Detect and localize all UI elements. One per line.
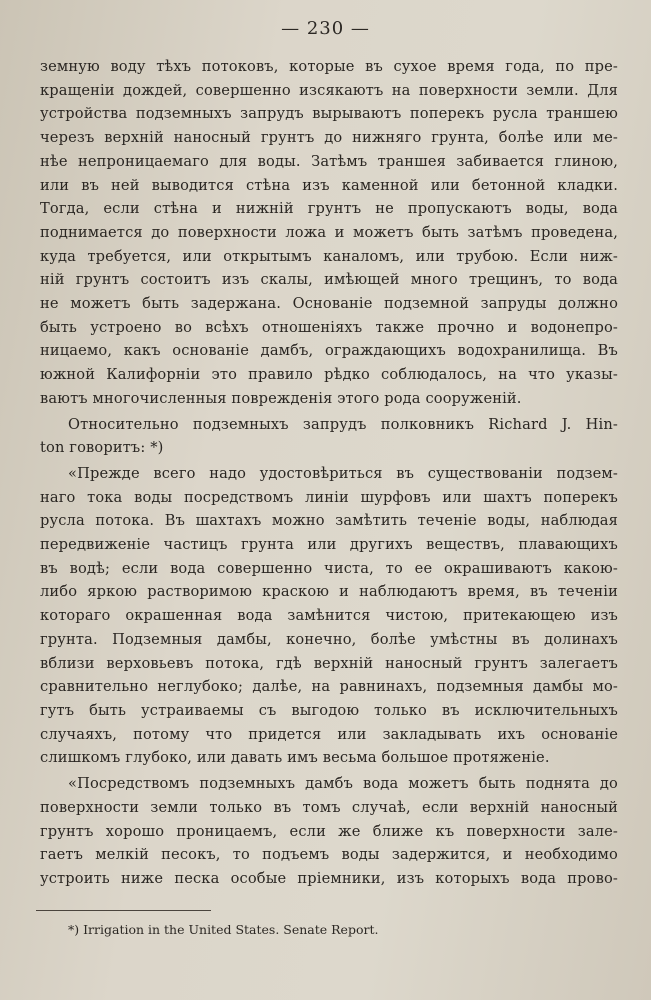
text-line: ton говоритъ: *) [40,439,164,457]
text-line: грунта. Подземныя дамбы, конечно, болѣе умѣстны въ долинахъ [40,630,618,648]
page-number: — 230 — [281,18,370,39]
text-line: гутъ быть устраиваемы съ выгодою только въ исключительныхъ [40,701,618,719]
text-line: передвиженіе частицъ грунта или другихъ веществъ, плавающихъ [40,536,618,554]
text-line: вблизи верховьевъ потока, гдѣ верхній наносный грунтъ залегаетъ [40,654,618,672]
text-line: русла потока. Въ шахтахъ можно замѣтить теченіе воды, наблюдая [40,512,618,530]
text-line: не можетъ быть задержана. Основаніе подземной запруды должно [40,295,618,313]
text-line: грунтъ хорошо проницаемъ, если же ближе къ поверхности зале- [40,822,618,840]
text-line: поднимается до поверхности ложа и можетъ быть затѣмъ проведена, [40,223,618,241]
text-line: кращеніи дождей, совершенно изсякаютъ на поверхности земли. Для [40,81,618,99]
paragraph [40,55,618,411]
text-line: Тогда, если стѣна и нижній грунтъ не пропускаютъ воды, вода [40,200,618,218]
text-line: земную воду тѣхъ потоковъ, которые въ сухое время года, по пре- [40,58,618,75]
text-line: котораго окрашенная вода замѣнится чистою, притекающею изъ [40,607,618,625]
text-line: устроить ниже песка особые пріемники, изъ которыхъ вода прово- [40,869,618,887]
text-line: южной Калифорніи это правило рѣдко соблюдалось, на что указы- [40,366,618,384]
text-line: Относительно подземныхъ запрудъ полковникъ Richard J. Hin- [68,415,618,433]
text-line: наго тока воды посредствомъ линіи шурфовъ или шахтъ поперекъ [40,488,618,506]
text-line: черезъ верхній наносный грунтъ до нижняго грунта, болѣе или ме- [40,129,618,147]
text-line: куда требуется, или открытымъ каналомъ, или трубою. Если ниж- [40,247,618,265]
paragraph [40,772,618,891]
text-line: устройства подземныхъ запрудъ вырываютъ поперекъ русла траншею [40,105,618,123]
paragraph [40,462,618,770]
text-line: поверхности земли только въ томъ случаѣ, если верхній наносный [40,798,618,816]
text-line: «Посредствомъ подземныхъ дамбъ вода можетъ быть поднята до [68,775,618,793]
text-line: случаяхъ, потому что придется или закладывать ихъ основаніе [40,725,618,743]
text-line: слишкомъ глубоко, или давать имъ весьма большое протяженіе. [40,749,550,767]
text-line: быть устроено во всѣхъ отношеніяхъ также прочно и водонепро- [40,318,618,336]
body-text [40,55,618,891]
text-line: ній грунтъ состоитъ изъ скалы, имѣющей много трещинъ, то вода [40,271,618,289]
text-line: ницаемо, какъ основаніе дамбъ, ограждающихъ водохранилища. Въ [40,342,618,360]
text-line: сравнительно неглубоко; далѣе, на равнинахъ, подземныя дамбы мо- [40,678,618,696]
text-line: въ водѣ; если вода совершенно чиста, то ее окрашиваютъ какою- [40,559,618,577]
text-line: или въ ней выводится стѣна изъ каменной или бетонной кладки. [40,176,618,194]
text-line: ваютъ многочисленныя поврежденія этого рода сооруженій. [40,389,522,407]
text-line: либо яркою растворимою краскою и наблюдаютъ время, въ теченіи [40,583,618,601]
paragraph [40,413,618,460]
footnote-divider [36,910,211,911]
footnote: *) Irrigation in the United States. Senate Report. [68,922,379,937]
text-line: нѣе непроницаемаго для воды. Затѣмъ траншея забивается глиною, [40,152,618,170]
text-line: гаетъ мелкій песокъ, то подъемъ воды задержится, и необходимо [40,846,618,864]
text-line: «Прежде всего надо удостовѣриться въ существованіи подзем- [68,464,618,482]
